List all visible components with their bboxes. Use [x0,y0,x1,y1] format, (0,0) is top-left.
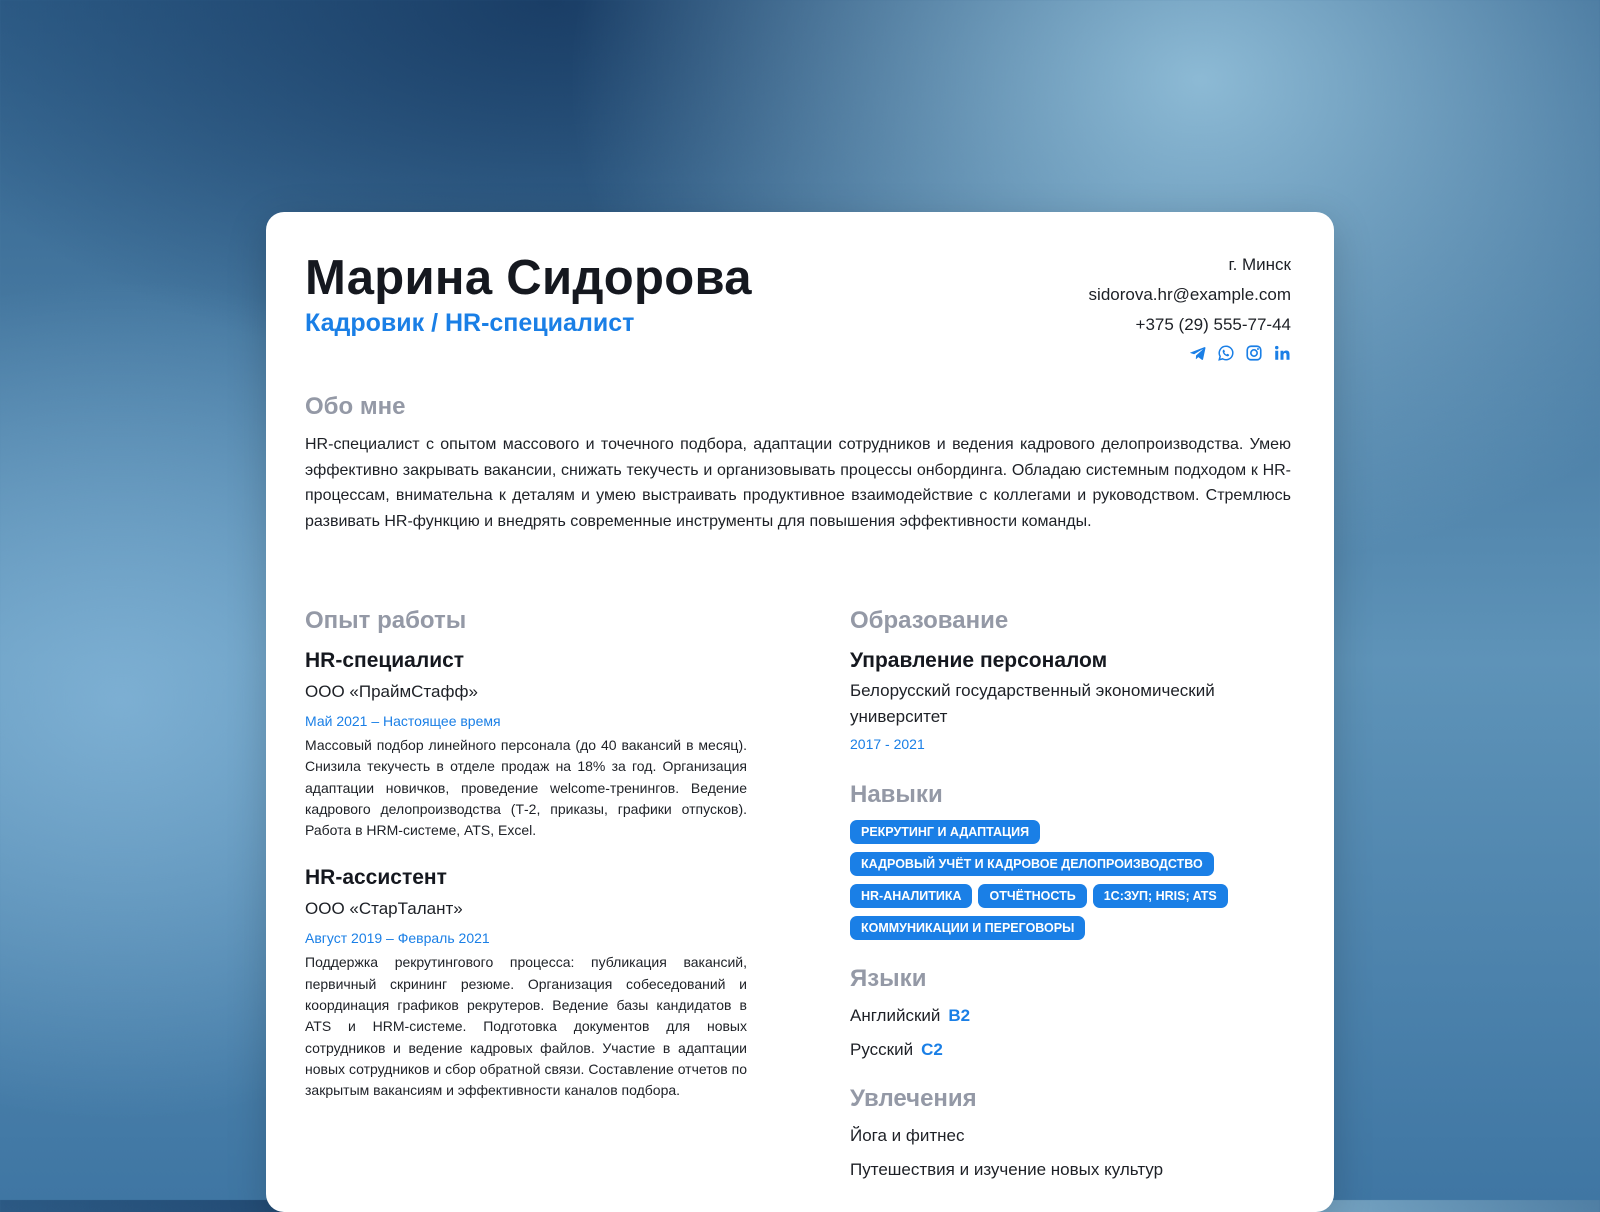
experience-title: Опыт работы [305,607,467,634]
skills-tags [850,820,1250,940]
experience-section [305,606,747,1102]
education-title: Образование [850,607,1009,634]
language-name: Английский [850,1006,941,1025]
language-level: B2 [948,1006,971,1025]
hobbies-section [850,1084,1291,1182]
candidate-role: Кадровик / HR-специалист [305,309,635,337]
languages-section [850,964,1291,1062]
whatsapp-icon[interactable] [1217,344,1235,362]
language-name: Русский [850,1040,914,1059]
contacts-block [1089,250,1291,362]
skills-section [850,780,1291,940]
languages-title: Языки [850,965,927,992]
job-title: HR-специалист [305,649,465,672]
skill-tag: ОТЧЁТНОСТЬ [978,884,1086,908]
linkedin-icon[interactable] [1273,344,1291,362]
about-section [305,392,1291,534]
skill-tag: КОММУНИКАЦИИ И ПЕРЕГОВОРЫ [850,916,1085,940]
education-section [850,606,1291,756]
job-entry [305,646,747,841]
education-school: Белорусский государственный экономический университет [850,681,1215,726]
skill-tag: 1С:ЗУП; HRIS; ATS [1093,884,1228,908]
language-item [850,1038,1291,1062]
job-entry [305,863,747,1101]
job-description: Массовый подбор линейного персонала (до 40 вакансий в месяц). Снизила текучесть в отделе продаж на 18% за год. Организация адаптации новичков, проведение welcome-тренингов. Ведение кадрового делопроизводства (Т-2, приказы, графики отпусков). Работа в HRM-системе, ATS, Excel. [305,737,747,839]
hobbies-title: Увлечения [850,1085,977,1112]
resume-header [305,250,1291,340]
hobby-item: Йога и фитнес [850,1126,965,1145]
education-years: 2017 - 2021 [850,736,925,752]
job-period: Август 2019 – Февраль 2021 [305,930,490,947]
contact-email[interactable]: sidorova.hr@example.com [1088,285,1291,304]
instagram-icon[interactable] [1245,344,1263,362]
resume-card [266,212,1334,1212]
education-degree: Управление персоналом [850,649,1108,672]
right-column [850,606,1291,1182]
skill-tag: КАДРОВЫЙ УЧЁТ И КАДРОВОЕ ДЕЛОПРОИЗВОДСТВО [850,852,1214,876]
about-text: HR-специалист с опытом массового и точечного подбора, адаптации сотрудников и ведения кадрового делопроизводства. Умею эффективно закрывать вакансии, снижать текучесть и организовывать процессы онбординга. Обладаю системным подходом к HR-процессам, внимательна к деталям и умею выстраивать продуктивное взаимодействие с коллегами и руководством. Стремлюсь развивать HR-функцию и внедрять современные инструменты для повышения эффективности команды. [305,436,1291,530]
job-period: Май 2021 – Настоящее время [305,713,501,729]
skills-title: Навыки [850,781,943,808]
social-links [1089,344,1291,362]
telegram-icon[interactable] [1189,344,1207,362]
skill-tag: РЕКРУТИНГ И АДАПТАЦИЯ [850,820,1040,844]
job-company: ООО «ПраймСтафф» [305,682,478,701]
language-level: C2 [921,1040,943,1059]
about-title: Обо мне [305,393,406,420]
job-description: Поддержка рекрутингового процесса: публикация вакансий, первичный скрининг резюме. Организация собеседований и координация графиков рекрутеров. Ведение базы кандидатов в ATS и HRM-системе. Подготовка документов для новых сотрудников и ведение кадровых файлов. Участие в адаптации новых сотрудников и сбор обратной связи. Составление отчетов по закрытым вакансиям и эффективности каналов подбора. [305,954,747,1099]
contact-city: г. Минск [1228,255,1291,274]
job-title: HR-ассистент [305,866,447,890]
contact-phone[interactable]: +375 (29) 555-77-44 [1135,315,1291,334]
language-item [850,1004,1291,1028]
skill-tag: HR-АНАЛИТИКА [850,884,972,908]
hobby-item: Путешествия и изучение новых культур [850,1160,1164,1179]
candidate-name: Марина Сидорова [305,251,752,305]
job-company: ООО «СтарТалант» [305,899,463,919]
